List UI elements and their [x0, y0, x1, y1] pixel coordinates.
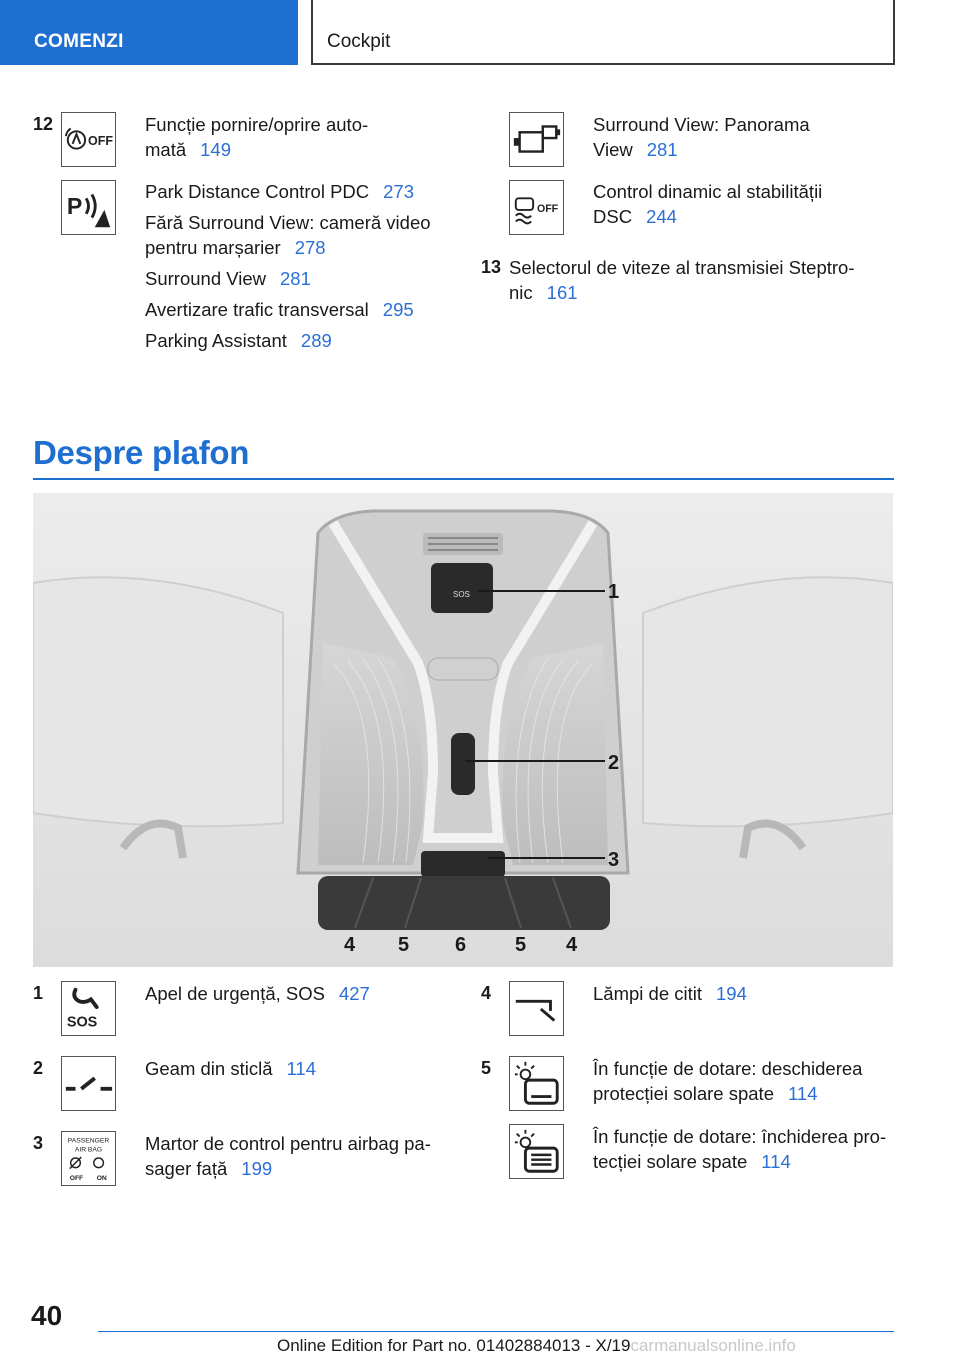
page-link[interactable]: 114: [761, 1151, 791, 1172]
callout-6: 6: [455, 934, 467, 956]
callout-5-right: 5: [515, 934, 527, 956]
page-link[interactable]: 427: [338, 983, 370, 1004]
watermark: carmanualsonline.info: [630, 1336, 796, 1355]
section-label: COMENZI: [34, 31, 124, 52]
entry-text: Surround View: [145, 268, 267, 289]
legend-item-3: [145, 1131, 455, 1181]
legend-item-4: [593, 981, 893, 1006]
page-link[interactable]: 278: [294, 237, 326, 258]
page-link[interactable]: 289: [300, 330, 332, 351]
edition-text: Online Edition for Part no. 01402884013 - X/19: [277, 1336, 631, 1355]
section-title: Despre plafon: [33, 434, 250, 471]
legend-item-1: [145, 981, 455, 1006]
entry-text: Surround View: Panorama View: [593, 114, 810, 160]
svg-text:P: P: [66, 192, 83, 219]
glass-roof-icon: [61, 1056, 116, 1111]
entry-number-12: 12: [33, 114, 54, 134]
entry-number-13: 13: [481, 257, 502, 277]
entry-text: Avertizare trafic transversal: [145, 299, 369, 320]
entry-text: Lămpi de citit: [593, 983, 702, 1004]
callout-4-left: 4: [344, 934, 356, 956]
section-tab[interactable]: [0, 0, 298, 65]
panorama-view-icon: [509, 112, 564, 167]
svg-text:OFF: OFF: [88, 133, 114, 148]
entry-text: Control dinamic al stabilității DSC: [593, 181, 823, 227]
page-link[interactable]: 281: [280, 268, 311, 289]
legend-number-1: 1: [33, 983, 44, 1003]
entry-text: Park Distance Control PDC: [145, 181, 370, 202]
callout-4-right: 4: [566, 934, 578, 956]
legend-item-5b: [593, 1124, 898, 1174]
entry-dsc: [593, 179, 893, 229]
airbag-on: ON: [96, 1175, 107, 1183]
page-link[interactable]: 295: [382, 299, 414, 320]
auto-start-stop-off-icon: [61, 112, 116, 167]
airbag-line-1: PASSENGER: [67, 1137, 110, 1145]
sos-call-icon: [61, 981, 116, 1036]
page-link[interactable]: 199: [241, 1158, 273, 1179]
legend-number-3: 3: [33, 1133, 44, 1153]
entry-panorama-view: [593, 112, 893, 162]
airbag-line-2: AIR BAG: [74, 1146, 103, 1154]
entry-park-distance: [145, 179, 455, 353]
line: [145, 328, 455, 353]
entry-text: Funcție pornire/oprire auto- mată: [145, 114, 369, 160]
legend-item-2: [145, 1056, 455, 1081]
line: [145, 266, 455, 291]
park-distance-control-icon: [61, 180, 116, 235]
callout-1: 1: [608, 581, 620, 603]
entry-text: Fără Surround View: cameră video pentru marșarier: [145, 212, 431, 258]
legend-number-2: 2: [33, 1058, 44, 1078]
entry-text: Apel de urgență, SOS: [145, 983, 325, 1004]
entry-text: În funcție de dotare: închiderea pro- tecției solare spate: [593, 1126, 887, 1172]
callout-2: 2: [608, 752, 620, 774]
page-link[interactable]: 114: [788, 1083, 818, 1104]
chapter-label: Cockpit: [327, 31, 391, 52]
legend-item-5a: [593, 1056, 893, 1106]
page-link[interactable]: 194: [716, 983, 747, 1004]
page-link[interactable]: 244: [646, 206, 677, 227]
page-link[interactable]: 281: [646, 139, 678, 160]
roof-console-photo: [33, 493, 893, 967]
airbag-off: OFF: [69, 1175, 84, 1183]
page-link[interactable]: 161: [546, 282, 578, 303]
footer-divider: [98, 1331, 894, 1332]
legend-number-4: 4: [481, 983, 492, 1003]
entry-gear-selector: [509, 255, 894, 305]
section-divider: [33, 478, 894, 480]
line: [145, 297, 455, 322]
reading-lamp-icon: [509, 981, 564, 1036]
entry-text: Parking Assistant: [145, 330, 287, 351]
legend-number-5: 5: [481, 1058, 492, 1078]
footer-edition: [277, 1336, 796, 1356]
sunblind-close-icon: [509, 1124, 564, 1179]
entry-auto-start-stop: [145, 112, 445, 162]
page-link[interactable]: 114: [286, 1058, 316, 1079]
line: [145, 179, 455, 204]
entry-text: În funcție de dotare: deschiderea protecției solare spate: [593, 1058, 863, 1104]
callout-5-left: 5: [398, 934, 410, 956]
page-link[interactable]: 273: [383, 181, 415, 202]
entry-text: Selectorul de viteze al transmisiei Steptro- nic: [509, 257, 855, 303]
sos-button-label: SOS: [453, 590, 470, 599]
page-link[interactable]: 149: [200, 139, 232, 160]
entry-text: Martor de control pentru airbag pa- sager față: [145, 1133, 431, 1179]
entry-text: Geam din sticlă: [145, 1058, 273, 1079]
chapter-tab[interactable]: [311, 0, 895, 65]
passenger-airbag-icon: [61, 1131, 116, 1186]
line: [145, 210, 455, 260]
callout-3: 3: [608, 849, 620, 871]
dsc-off-icon: [509, 180, 564, 235]
sunblind-open-icon: [509, 1056, 564, 1111]
svg-text:SOS: SOS: [66, 1014, 98, 1031]
svg-text:OFF: OFF: [536, 202, 559, 215]
page-number: 40: [31, 1300, 63, 1331]
